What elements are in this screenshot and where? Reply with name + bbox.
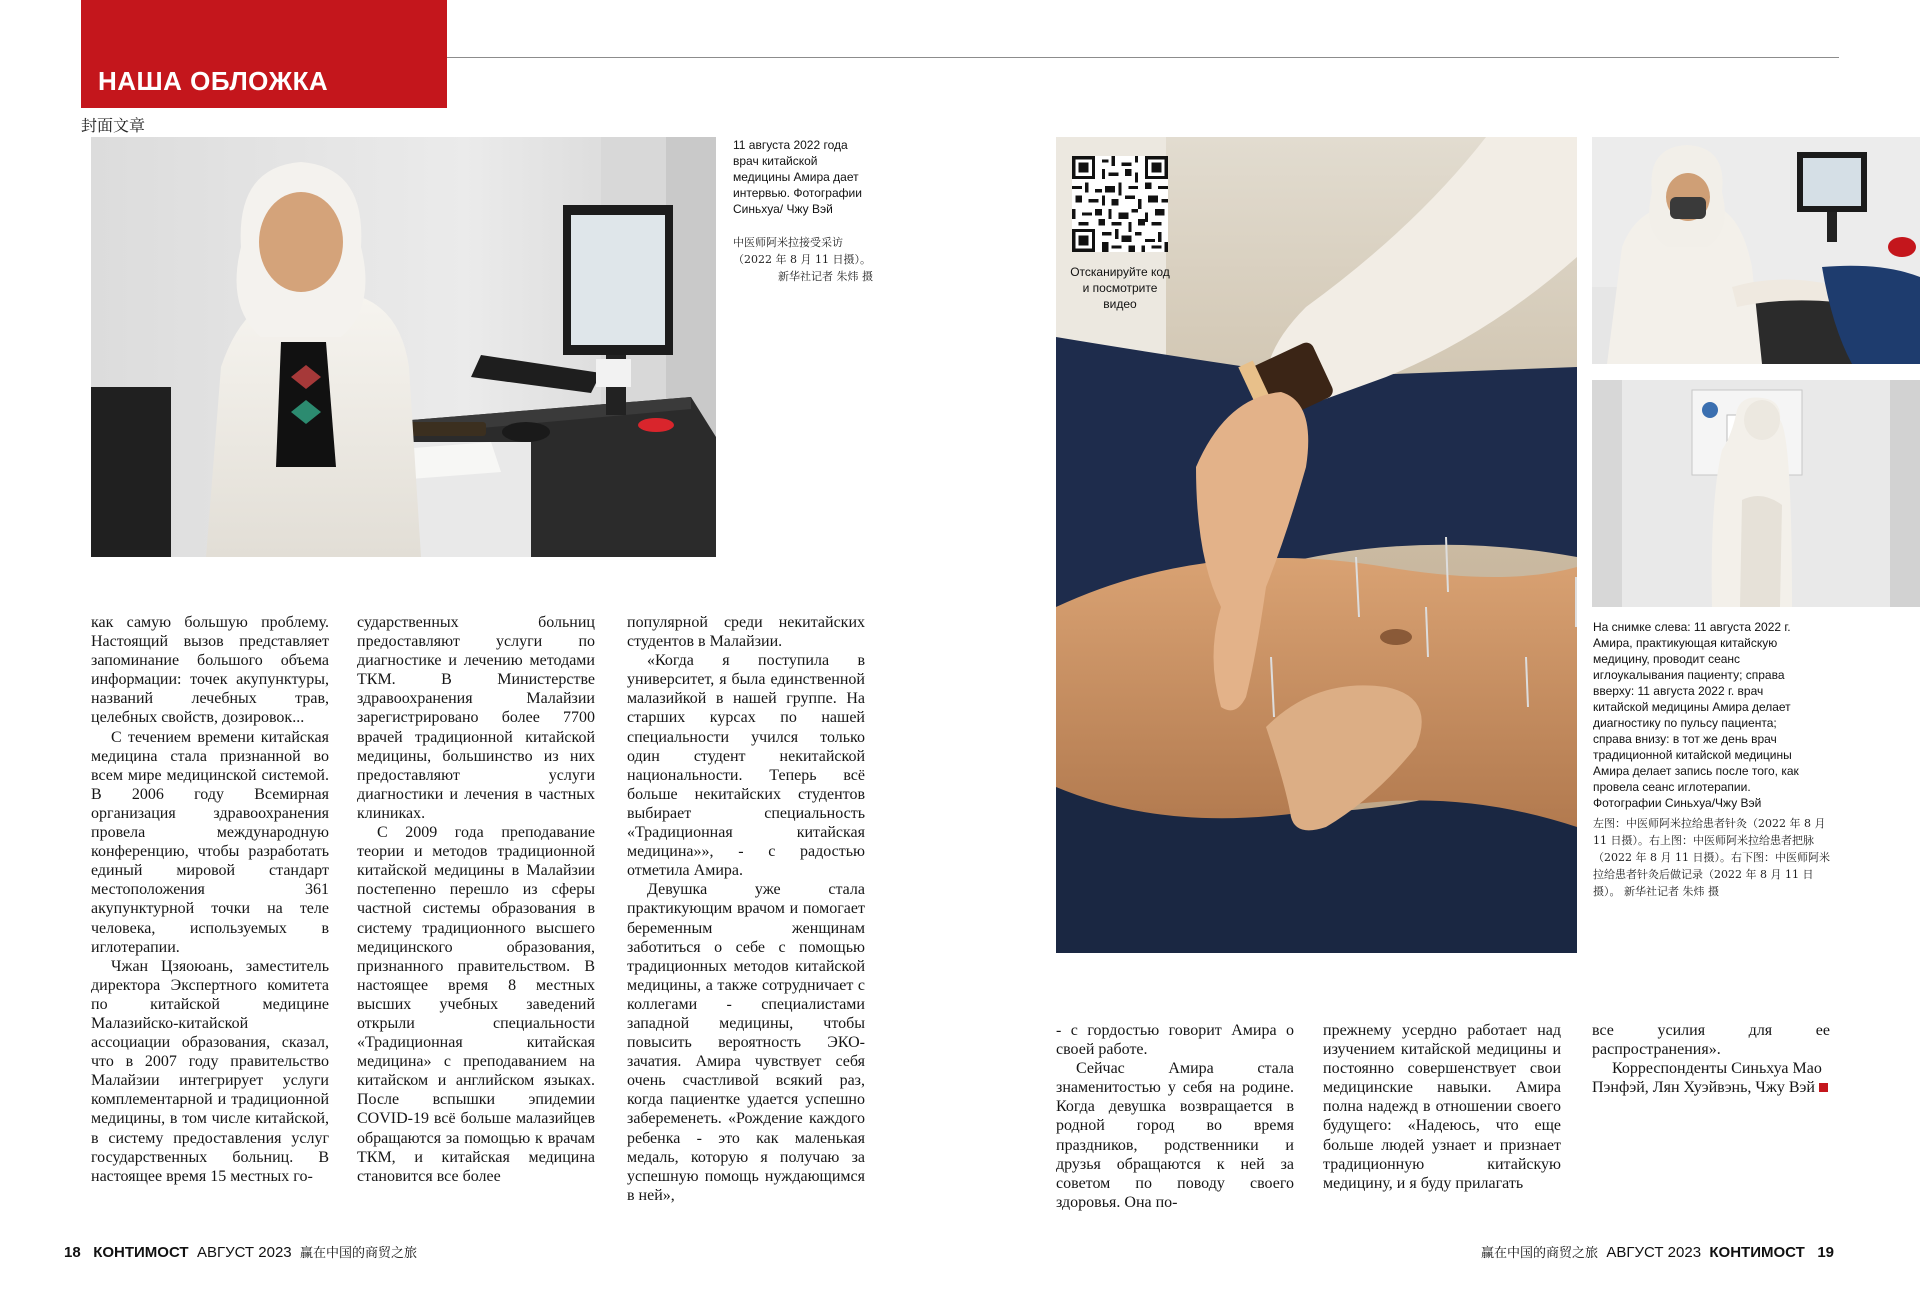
text-column-5 — [1323, 1021, 1561, 1193]
text-column-4 — [1056, 1021, 1294, 1212]
footer-left-magazine: КОНТИМОСТ — [93, 1244, 189, 1261]
text-column-2 — [357, 613, 595, 1186]
col1-para-1: как самую большую проблему. Настоящий вызов представляет запоминание большого объема информации: точек акупунктуры, названий лечебных трав, целебных свойств, дозировок... — [91, 614, 329, 727]
footer-right — [1481, 1242, 1834, 1261]
footer-left-page: 18 — [64, 1244, 81, 1261]
photo-acupuncture — [1056, 137, 1577, 953]
photo1-caption-cn — [733, 234, 873, 285]
photo-pulse-diagnosis — [1592, 137, 1920, 364]
footer-right-page: 19 — [1817, 1244, 1834, 1261]
qr-caption: Отсканируйте код и посмотрите видео — [1070, 265, 1170, 311]
col3-para-2: «Когда я поступила в университет, я была единственной малазийкой в нашей группе. На старших курсах по нашей специальности учился только один студент некитайской национальности. Теперь всё больше некитайских студентов выбирает специальность «Традиционная китайская медицина»», - с радостью отметила Амира. — [627, 652, 865, 880]
end-mark-icon — [1819, 1083, 1828, 1092]
photo1-caption-cn-line1: 中医师阿米拉接受采访 — [733, 236, 843, 249]
col6-para-1: все усилия для ее распространения». — [1592, 1022, 1830, 1059]
header-rule — [447, 57, 1839, 58]
col6-byline-text: Корреспонденты Синьхуа Мао Пэнфэй, Лян Хуэйвэнь, Чжу Вэй — [1592, 1060, 1822, 1097]
footer-left-cn: 赢在中国的商贸之旅 — [299, 1246, 417, 1261]
photo1-caption-cn-line3: 新华社记者 朱炜 摄 — [778, 270, 873, 283]
text-column-3 — [627, 613, 865, 1205]
col4-para-1: - с гордостью говорит Амира о своей работе. — [1056, 1022, 1294, 1059]
footer-right-magazine: КОНТИМОСТ — [1709, 1244, 1805, 1261]
right-photos-caption-cn: 左图：中医师阿米拉给患者针灸（2022 年 8 月 11 日摄）。右上图：中医师阿米拉给患者把脉（2022 年 8 月 11 日摄）。右下图：中医师阿米拉给患者针灸后做记录（2022 年 8 月 11 日摄）。 新华社记者 朱炜 摄 — [1593, 817, 1830, 898]
col6-byline — [1592, 1059, 1830, 1097]
photo1-caption-cn-line2: （2022 年 8 月 11 日摄）。 — [733, 253, 871, 266]
col1-para-2: С течением времени китайская медицина стала признанной во всем мире медицинской системой. В 2006 году Всемирная организация здравоохранения провела международную конференцию, чтобы разработать единый мировой стандарт местоположения 361 акупунктурной точки на теле человека, используемых в иглотерапии. — [91, 728, 329, 956]
section-title: НАША ОБЛОЖКА — [98, 66, 329, 96]
photo1-caption: 11 августа 2022 года врач китайской медицины Амира дает интервью. Фотографии Синьхуа/ Чжу Вэй — [733, 138, 862, 216]
footer-right-issue: АВГУСТ 2023 — [1606, 1244, 1702, 1261]
text-column-6 — [1592, 1021, 1830, 1097]
qr-code-icon[interactable] — [1072, 156, 1168, 252]
col1-para-3: Чжан Цзяоюань, заместитель директора Экспертного комитета по китайской медицине Малазийско-китайской ассоциации образования, сказал, что в 2007 году правительство Малайзии интегрирует услуги комплементарной и традиционной медицины, в том числе китайской, в систему предоставления услуг государственных больниц. В настоящее время 15 местных го- — [91, 957, 329, 1185]
col3-para-3: Девушка уже стала практикующим врачом и помогает беременным женщинам заботиться о себе с помощью традиционных методов китайской медицины, а также сотрудничает с коллегами - специалистами западной медицины, чтобы повысить вероятность ЭКО-зачатия. Амира чувствует себя очень счастливой всякий раз, когда пациентке удается успешно забеременеть. «Рождение каждого ребенка - это как маленькая медаль, которую я получаю за успешную помощь нуждающимся в ней», — [627, 881, 865, 1204]
photo-doctor-interview — [91, 137, 716, 557]
col3-para-1: популярной среди некитайских студентов в Малайзии. — [627, 614, 865, 651]
footer-right-cn: 赢在中国的商贸之旅 — [1481, 1246, 1599, 1261]
right-photos-caption: На снимке слева: 11 августа 2022 г. Амира, практикующая китайскую медицину, проводит сеанс иглоукалывания пациенту; справа вверху: 11 августа 2022 г. врач китайской медицины Амира делает диагностику по пульсу пациента; справа внизу: в тот же день врач традиционной китайской медицины Амира делает запись после того, как провела сеанс иглотерапии. Фотографии Синьхуа/Чжу Вэй — [1593, 620, 1799, 810]
footer-left-issue: АВГУСТ 2023 — [196, 1244, 292, 1261]
col4-para-2: Сейчас Амира стала знаменитостью у себя на родине. Когда девушка возвращается в родной город во время праздников, родственники и друзья обращаются к ней за советом по поводу своего здоровья. Она по- — [1056, 1060, 1294, 1211]
col2-para-1: сударственных больниц предоставляют услуги по диагностике и лечению методами ТКМ. В Министерстве здравоохранения Малайзии зарегистрировано более 7700 врачей традиционной китайской медицины, большинство из них предоставляют услуги диагностики и лечения в частных клиниках. — [357, 614, 595, 822]
col5-para-1: прежнему усердно работает над изучением китайской медицины и постоянно совершенствует свои медицинские навыки. Амира полна надежд в отношении своего будущего: «Надеюсь, что еще больше людей узнает и признает традиционную китайскую медицину, и я буду прилагать — [1323, 1022, 1561, 1192]
footer-left — [64, 1242, 417, 1261]
section-subtitle-cn: 封面文章 — [81, 116, 146, 135]
text-column-1 — [91, 613, 329, 1186]
col2-para-2: С 2009 года преподавание теории и методов традиционной китайской медицины в Малайзии постепенно перешло из сферы частной системы образования в систему традиционного высшего медицинского образования, признанного правительством. В настоящее время 8 местных высших учебных заведений открыли специальности «Традиционная китайская медицина» с преподаванием на китайском и английском языках. После вспышки эпидемии COVID-19 всё больше малазийцев обращаются за помощью к врачам ТКМ, и китайская медицина становится все более — [357, 824, 595, 1185]
photo-making-notes — [1592, 380, 1920, 607]
